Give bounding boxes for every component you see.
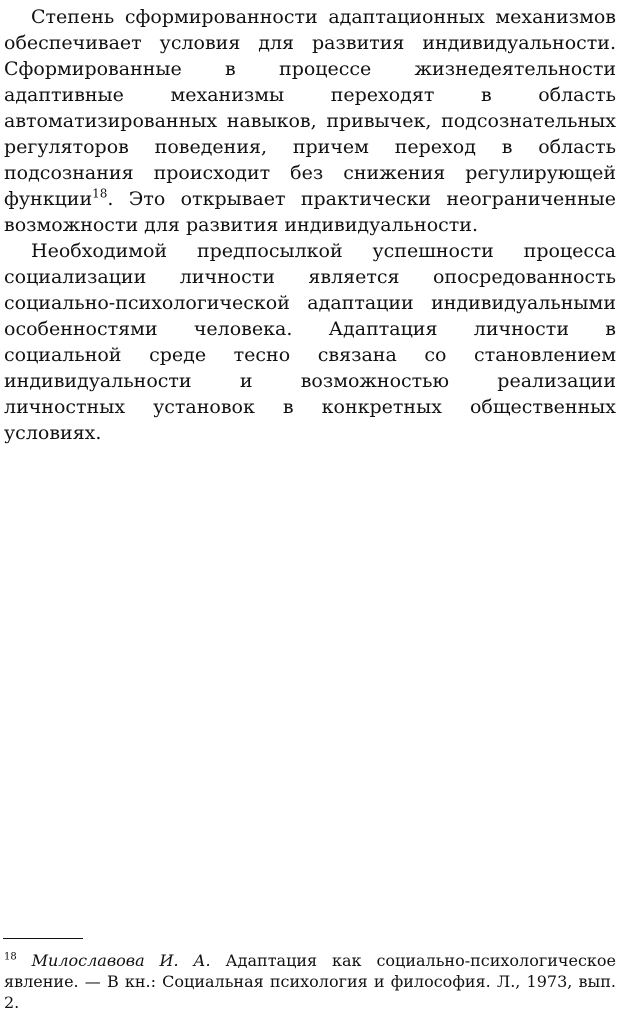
paragraph-1-text: Степень сформированности адаптационных механизмов обеспечивает условия для развития индивидуальности. Сформированные в процессе жизнедеятельности адаптивные механизмы переходят в область автоматизированных навыков, привычек, подсознательных регуляторов поведения, причем переход в область подсознания происходит без снижения регулирующей функции [4, 6, 616, 210]
footnote [4, 950, 616, 1013]
main-text [4, 4, 616, 446]
footnote-number: 18 [4, 951, 17, 963]
footnote-divider [3, 938, 83, 939]
paragraph-1 [4, 4, 616, 238]
footnote-reference: 18 [92, 186, 108, 201]
paragraph-2: Необходимой предпосылкой успешности процесса социализации личности является опосредованность социально-психологической адаптации индивидуальными особенностями человека. Адаптация личности в социальной среде тесно связана со становлением индивидуальности и возможностью реализации личностных установок в конкретных общественных условиях. [4, 240, 616, 444]
footnote-author: Милославова И. А. [31, 951, 211, 970]
footnote-text: Адаптация как социально-психологическое явление. — В кн.: Социальная психология и философия. Л., 1973, вып. 2. [4, 951, 617, 1012]
paragraph-1-text-end: . Это открывает практически неограниченные возможности для развития индивидуальности. [4, 188, 616, 236]
